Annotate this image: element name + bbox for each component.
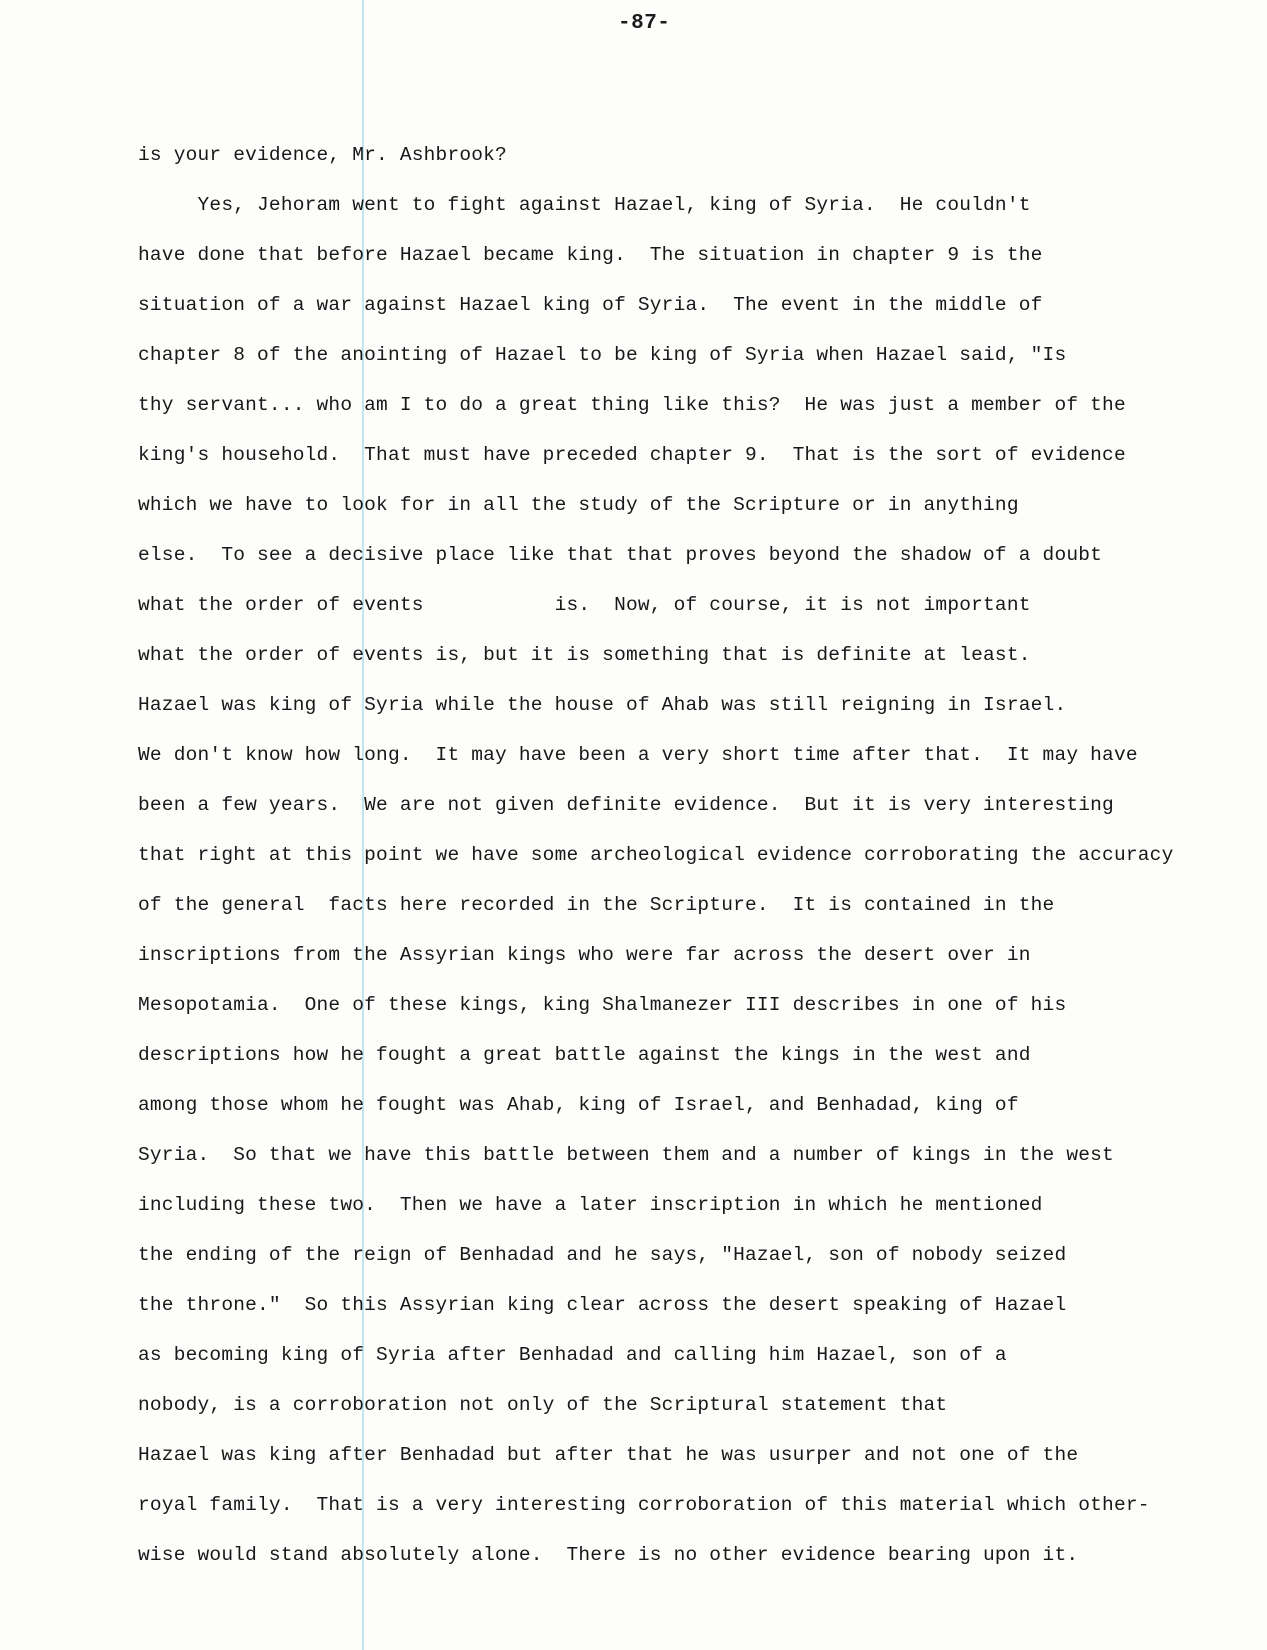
text-line: is your evidence, Mr. Ashbrook?: [138, 144, 507, 166]
text-line: inscriptions from the Assyrian kings who were far across the desert over in: [138, 944, 1031, 966]
text-line: of the general facts here recorded in the Scripture. It is contained in the: [138, 894, 1055, 916]
text-line: that right at this point we have some archeological evidence corroborating the accuracy: [138, 844, 1174, 866]
text-line: as becoming king of Syria after Benhadad and calling him Hazael, son of a: [138, 1344, 1007, 1366]
text-line: thy servant... who am I to do a great thing like this? He was just a member of the: [138, 394, 1126, 416]
text-line: the ending of the reign of Benhadad and he says, "Hazael, son of nobody seized: [138, 1244, 1067, 1266]
text-line: king's household. That must have preceded chapter 9. That is the sort of evidence: [138, 444, 1126, 466]
text-line: Syria. So that we have this battle between them and a number of kings in the west: [138, 1144, 1114, 1166]
text-line: what the order of events is. Now, of course, it is not important: [138, 594, 1031, 616]
text-line: have done that before Hazael became king. The situation in chapter 9 is the: [138, 244, 1043, 266]
text-line: We don't know how long. It may have been a very short time after that. It may have: [138, 744, 1138, 766]
text-line: the throne." So this Assyrian king clear across the desert speaking of Hazael: [138, 1294, 1067, 1316]
page-number: -87-: [618, 12, 671, 35]
text-line: which we have to look for in all the study of the Scripture or in anything: [138, 494, 1019, 516]
text-line: chapter 8 of the anointing of Hazael to be king of Syria when Hazael said, "Is: [138, 344, 1067, 366]
text-line: Mesopotamia. One of these kings, king Shalmanezer III describes in one of his: [138, 994, 1067, 1016]
text-line: else. To see a decisive place like that that proves beyond the shadow of a doubt: [138, 544, 1103, 566]
text-line: wise would stand absolutely alone. There is no other evidence bearing upon it.: [138, 1544, 1079, 1566]
text-line: been a few years. We are not given definite evidence. But it is very interesting: [138, 794, 1114, 816]
body-text: [138, 130, 1228, 1580]
text-line: Yes, Jehoram went to fight against Hazael, king of Syria. He couldn't: [138, 194, 1031, 216]
text-line: including these two. Then we have a later inscription in which he mentioned: [138, 1194, 1043, 1216]
text-line: situation of a war against Hazael king of Syria. The event in the middle of: [138, 294, 1043, 316]
text-line: Hazael was king after Benhadad but after that he was usurper and not one of the: [138, 1444, 1079, 1466]
text-line: Hazael was king of Syria while the house of Ahab was still reigning in Israel.: [138, 694, 1067, 716]
text-line: nobody, is a corroboration not only of the Scriptural statement that: [138, 1394, 948, 1416]
text-line: descriptions how he fought a great battle against the kings in the west and: [138, 1044, 1031, 1066]
text-line: among those whom he fought was Ahab, king of Israel, and Benhadad, king of: [138, 1094, 1019, 1116]
text-line: royal family. That is a very interesting corroboration of this material which other-: [138, 1494, 1150, 1516]
text-line: what the order of events is, but it is something that is definite at least.: [138, 644, 1031, 666]
